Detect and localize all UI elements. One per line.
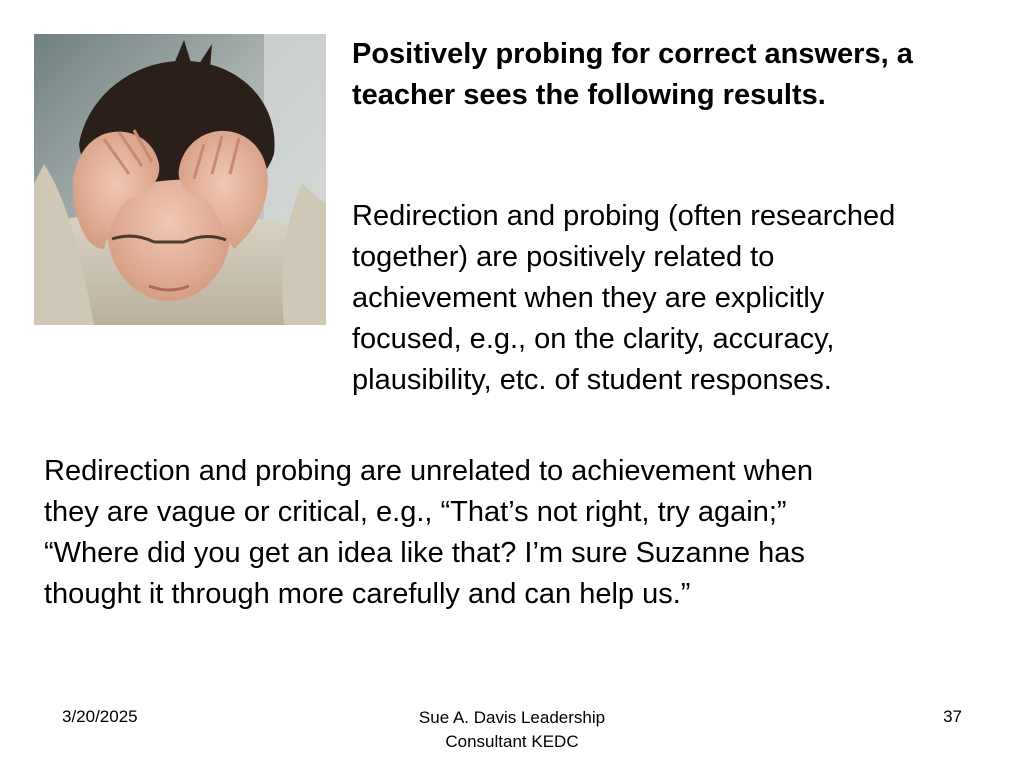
stressed-student-photo <box>34 34 326 325</box>
footer-page-number: 37 <box>943 707 962 726</box>
positive-probing-paragraph: Redirection and probing (often researched together) are positively related to achievement when they are explicitly focused, e.g., on the clarity, accuracy, plausibility, etc. of student responses. <box>352 200 896 396</box>
vague-probing-paragraph: Redirection and probing are unrelated to achievement when they are vague or critical, e.g., “That’s not right, try again;” “Where did you get an idea like that? I’m sure Suzanne has thought it through more carefully and can help us.” <box>44 455 813 610</box>
footer-date: 3/20/2025 <box>62 707 138 726</box>
slide-title: Positively probing for correct answers, a teacher sees the following results. <box>352 38 913 111</box>
stressed-student-illustration <box>34 34 326 325</box>
footer-presenter: Sue A. Davis Leadership Consultant KEDC <box>418 708 606 751</box>
